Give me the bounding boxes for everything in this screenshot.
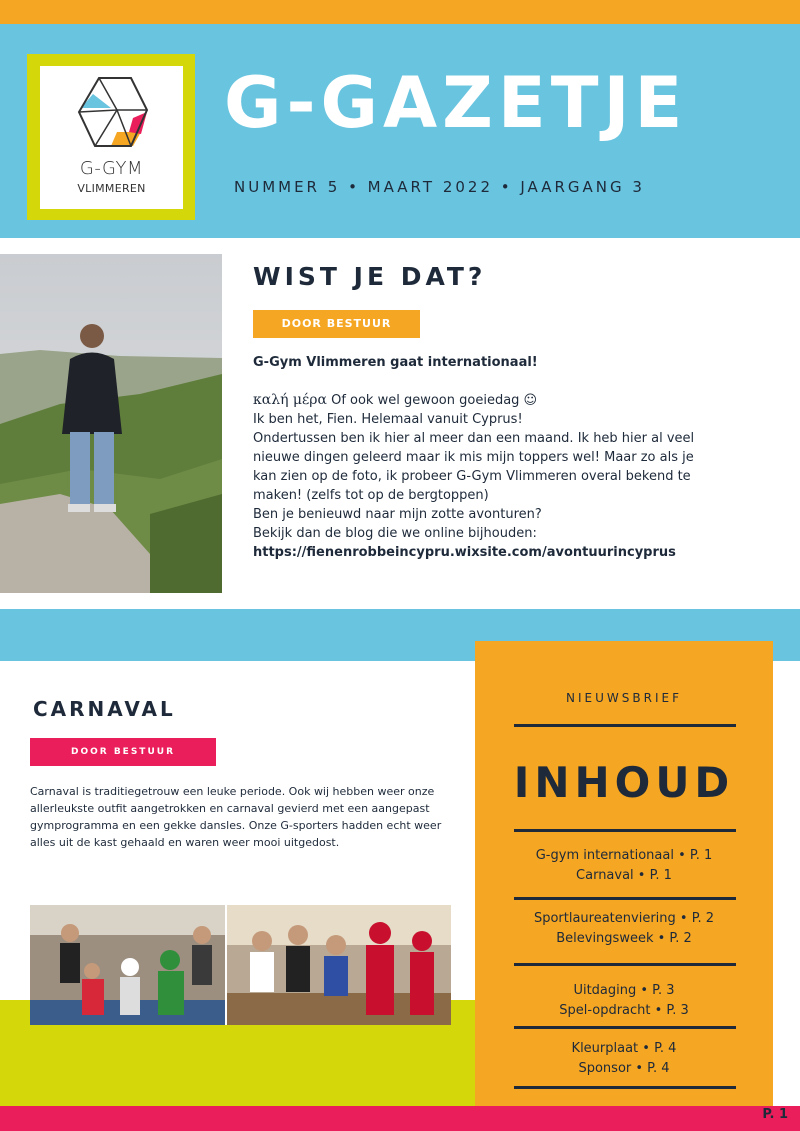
toc-group [475,981,773,1021]
toc-rule [514,1026,736,1029]
logo [40,66,183,209]
article1-title: WIST JE DAT? [253,262,487,291]
article1-line: maken! (zelfs tot op de bergtoppen) [253,488,489,503]
article1-line: Ondertussen ben ik hier al meer dan een maand. Ik heb hier al veel [253,431,695,446]
article1-line: kan zien op de foto, ik probeer G-Gym Vlimmeren overal bekend te [253,469,691,484]
article1-author-badge: DOOR BESTUUR [253,310,420,338]
toc-item[interactable]: Sportlaureatenviering • P. 2 [533,911,715,926]
toc-item[interactable]: G-gym internationaal • P. 1 [535,848,713,863]
page-number: P. 1 [762,1107,788,1122]
toc-rule [514,1086,736,1089]
toc-rule [514,724,736,727]
article1-photo [0,254,222,593]
toc-kicker: NIEUWSBRIEF [566,691,682,705]
toc-rule [514,963,736,966]
article1-lead: G-Gym Vlimmeren gaat internationaal! [253,355,538,370]
article1-line: nieuwe dingen geleerd maar ik mis mijn toppers wel! Maar zo als je [253,450,694,465]
article1-line: Ik ben het, Fien. Helemaal vanuit Cyprus! [253,412,523,427]
article1-greeting [253,391,783,410]
carnaval-photo [30,905,451,1025]
masthead-title: G-GAZETJE [224,62,688,144]
toc-item[interactable]: Belevingsweek • P. 2 [556,931,692,946]
toc-item[interactable]: Carnaval • P. 1 [576,868,672,883]
logo-name: G-GYM [79,158,144,179]
greeting-rest: Of ook wel gewoon goeiedag ☺ [326,393,538,408]
article2-body: Carnaval is traditiegetrouw een leuke periode. Ook wij hebben weer onze allerleukste outfit aangetrokken en carnaval gevierd met een aangepast gymprogramma en een gekke dansles. Onze G-sporters hadden echt weer alles uit de kast gehaald en waren weer mooi uitgedost. [30,785,442,849]
toc-group [475,846,773,886]
toc-title: INHOUD [513,758,735,807]
top-stripe [0,0,800,24]
toc-item[interactable]: Spel-opdracht • P. 3 [559,1003,689,1018]
issue-line: NUMMER 5 • MAART 2022 • JAARGANG 3 [234,178,645,196]
toc-item[interactable]: Sponsor • P. 4 [578,1061,670,1076]
article2-author-badge: DOOR BESTUUR [30,738,216,766]
toc-rule [514,829,736,832]
greek-greeting: καλή μέρα [253,392,327,408]
toc-panel [475,641,773,1106]
article1-body [253,353,783,562]
toc-group [475,1039,773,1079]
toc-item[interactable]: Uitdaging • P. 3 [573,983,675,998]
article2-title: CARNAVAL [33,697,176,721]
logo-subtitle: VLIMMEREN [77,182,146,195]
toc-item[interactable]: Kleurplaat • P. 4 [571,1041,677,1056]
bottom-stripe [0,1106,800,1131]
toc-rule [514,897,736,900]
blog-link[interactable]: https://fienenrobbeincypru.wixsite.com/avontuurincyprus [253,545,676,560]
article1-line: Bekijk dan de blog die we online bijhouden: [253,526,537,541]
toc-group [475,909,773,949]
article1-line: Ben je benieuwd naar mijn zotte avonturen? [253,507,542,522]
logo-hexagon-icon [71,74,153,156]
